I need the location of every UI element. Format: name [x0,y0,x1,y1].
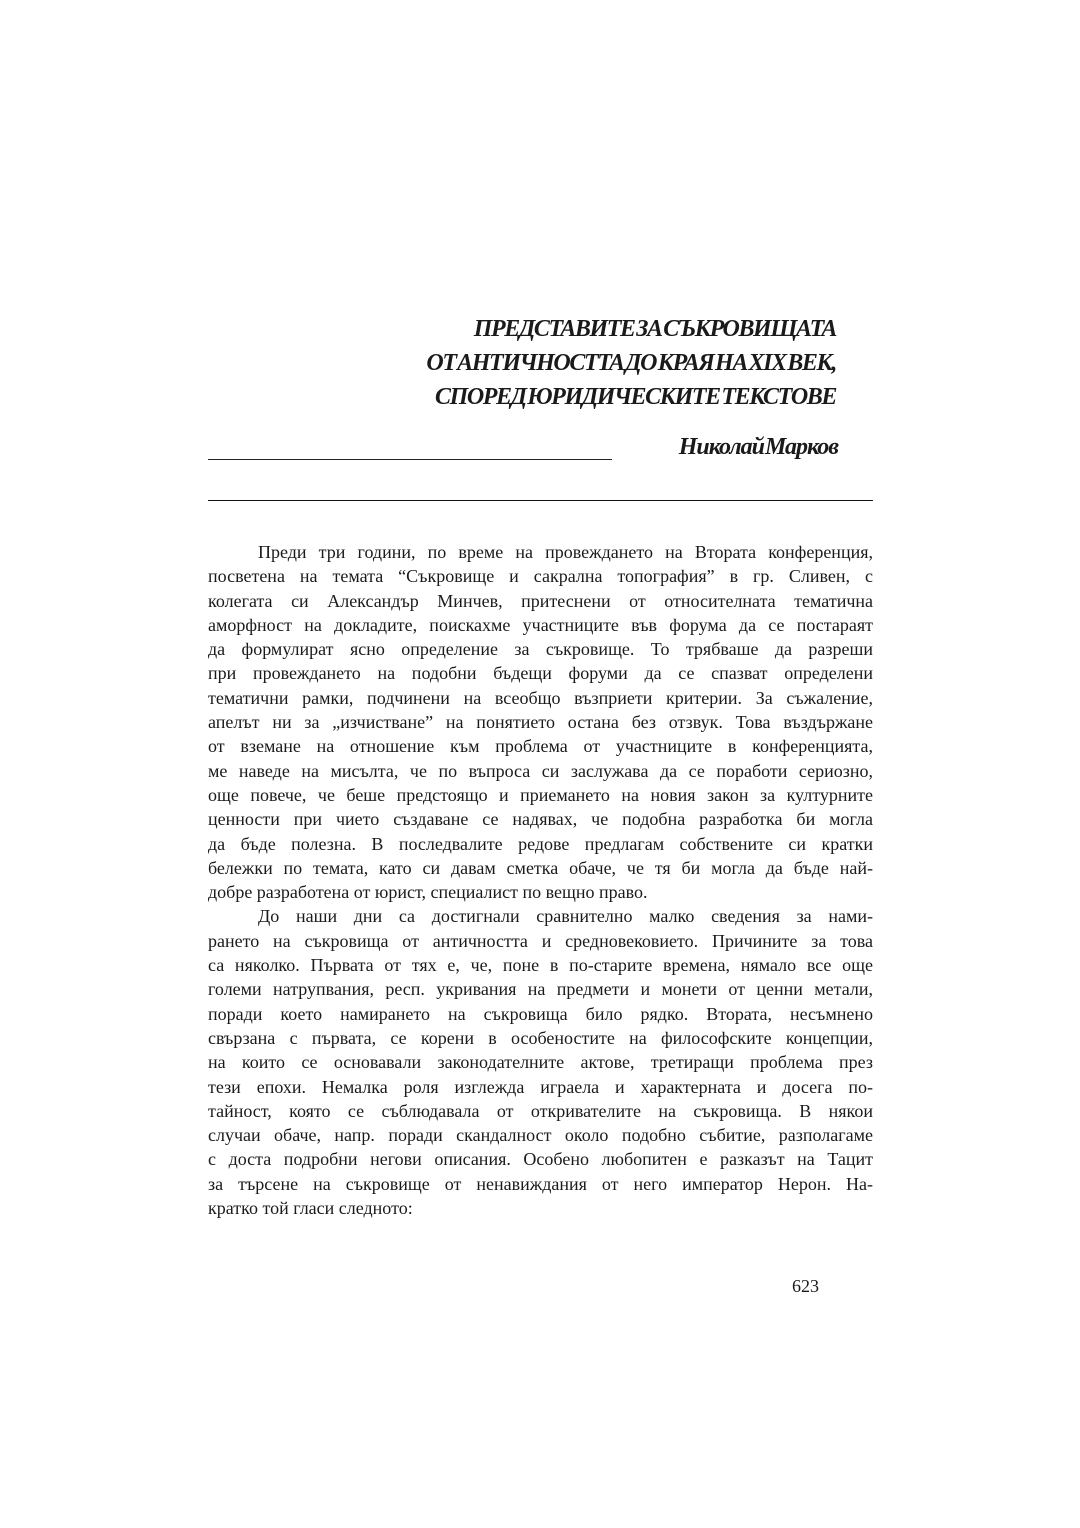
article-title [210,312,836,414]
text-line: да бъде полезна. В последвалите редове предлагам собствените си кратки [208,833,873,854]
text-line: при провеждането на подобни бъдещи форуми да се спазват определени [208,663,873,684]
text-line: До наши дни са достигнали сравнително малко сведения за нами- [258,906,873,927]
text-line: тематични рамки, подчинени на всеобщо възприети критерии. За съжаление, [208,687,873,708]
paragraph-2 [208,904,873,1220]
text-line: поради което намирането на съкровища било рядко. Втората, несъмнено [208,1003,873,1024]
text-line: големи натрупвания, респ. укривания на предмети и монети от ценни метали, [208,979,873,1000]
title-line: ОТ АНТИЧНОСТТА ДО КРАЯ НА XIX ВЕК, [426,350,836,376]
text-line: с доста подробни негови описания. Особено любопитен е разказът на Тацит [208,1149,873,1170]
page-number: 623 [792,1276,819,1296]
text-line: бележки по темата, като си давам сметка обаче, че тя би могла да бъде най- [208,857,873,878]
text-line: кратко той гласи следното: [208,1198,413,1219]
text-line: за търсене на съкровище от ненавиждания от него император Нерон. На- [208,1173,873,1194]
text-line: са няколко. Първата от тях е, че, поне в по-старите времена, нямало все още [208,955,873,976]
title-line: ПРЕДСТАВИТЕ ЗА СЪКРОВИЩАТА [473,316,836,342]
text-line: посветена на темата “Съкровище и сакрална топография” в гр. Сливен, с [208,566,873,587]
header-rule-divider [208,500,873,501]
text-line: рането на съкровища от античността и средновековието. Причините за това [208,930,873,951]
author-row [208,432,838,472]
text-line: апелът ни за „изчистване” на понятието остана без отзвук. Това въздържане [208,712,873,733]
text-line: добре разработена от юрист, специалист по вещно право. [208,882,648,903]
text-line: ценности при чието създаване се надявах, че подобна разработка би могла [208,809,873,830]
title-line: СПОРЕД ЮРИДИЧЕСКИТЕ ТЕКСТОВЕ [434,384,836,410]
text-line: от вземане на отношение към проблема от участниците в конференцията, [208,736,873,757]
text-line: да формулират ясно определение за съкровище. То трябваше да разреши [208,639,873,660]
text-line: Преди три години, по време на провеждането на Втората конференция, [258,542,873,562]
text-line: аморфност на докладите, поискахме участниците във форума да се постараят [208,614,873,635]
text-line: на които се основавали законодателните актове, третиращи проблема през [208,1052,873,1073]
text-line: свързана с първата, се корени в особеностите на философските концепции, [208,1027,873,1048]
paragraph-1 [208,540,873,904]
text-line: тези епохи. Немалка роля изглежда играела и характерната и досега по- [208,1076,873,1097]
text-line: тайност, която се съблюдавала от откривателите на съкровища. В някои [208,1100,873,1121]
text-line: колегата си Александър Минчев, притеснени от относителната тематична [208,590,873,611]
author-rule-divider [208,459,612,460]
author-name: Николай Марков [678,434,838,460]
article-body [208,540,873,1220]
text-line: ме наведе на мисълта, че по въпроса си заслужава да се поработи сериозно, [208,760,873,781]
text-line: още повече, че беше предстоящо и приемането на новия закон за културните [208,784,873,805]
text-line: случаи обаче, напр. поради скандалност около подобно събитие, разполагаме [208,1125,873,1146]
